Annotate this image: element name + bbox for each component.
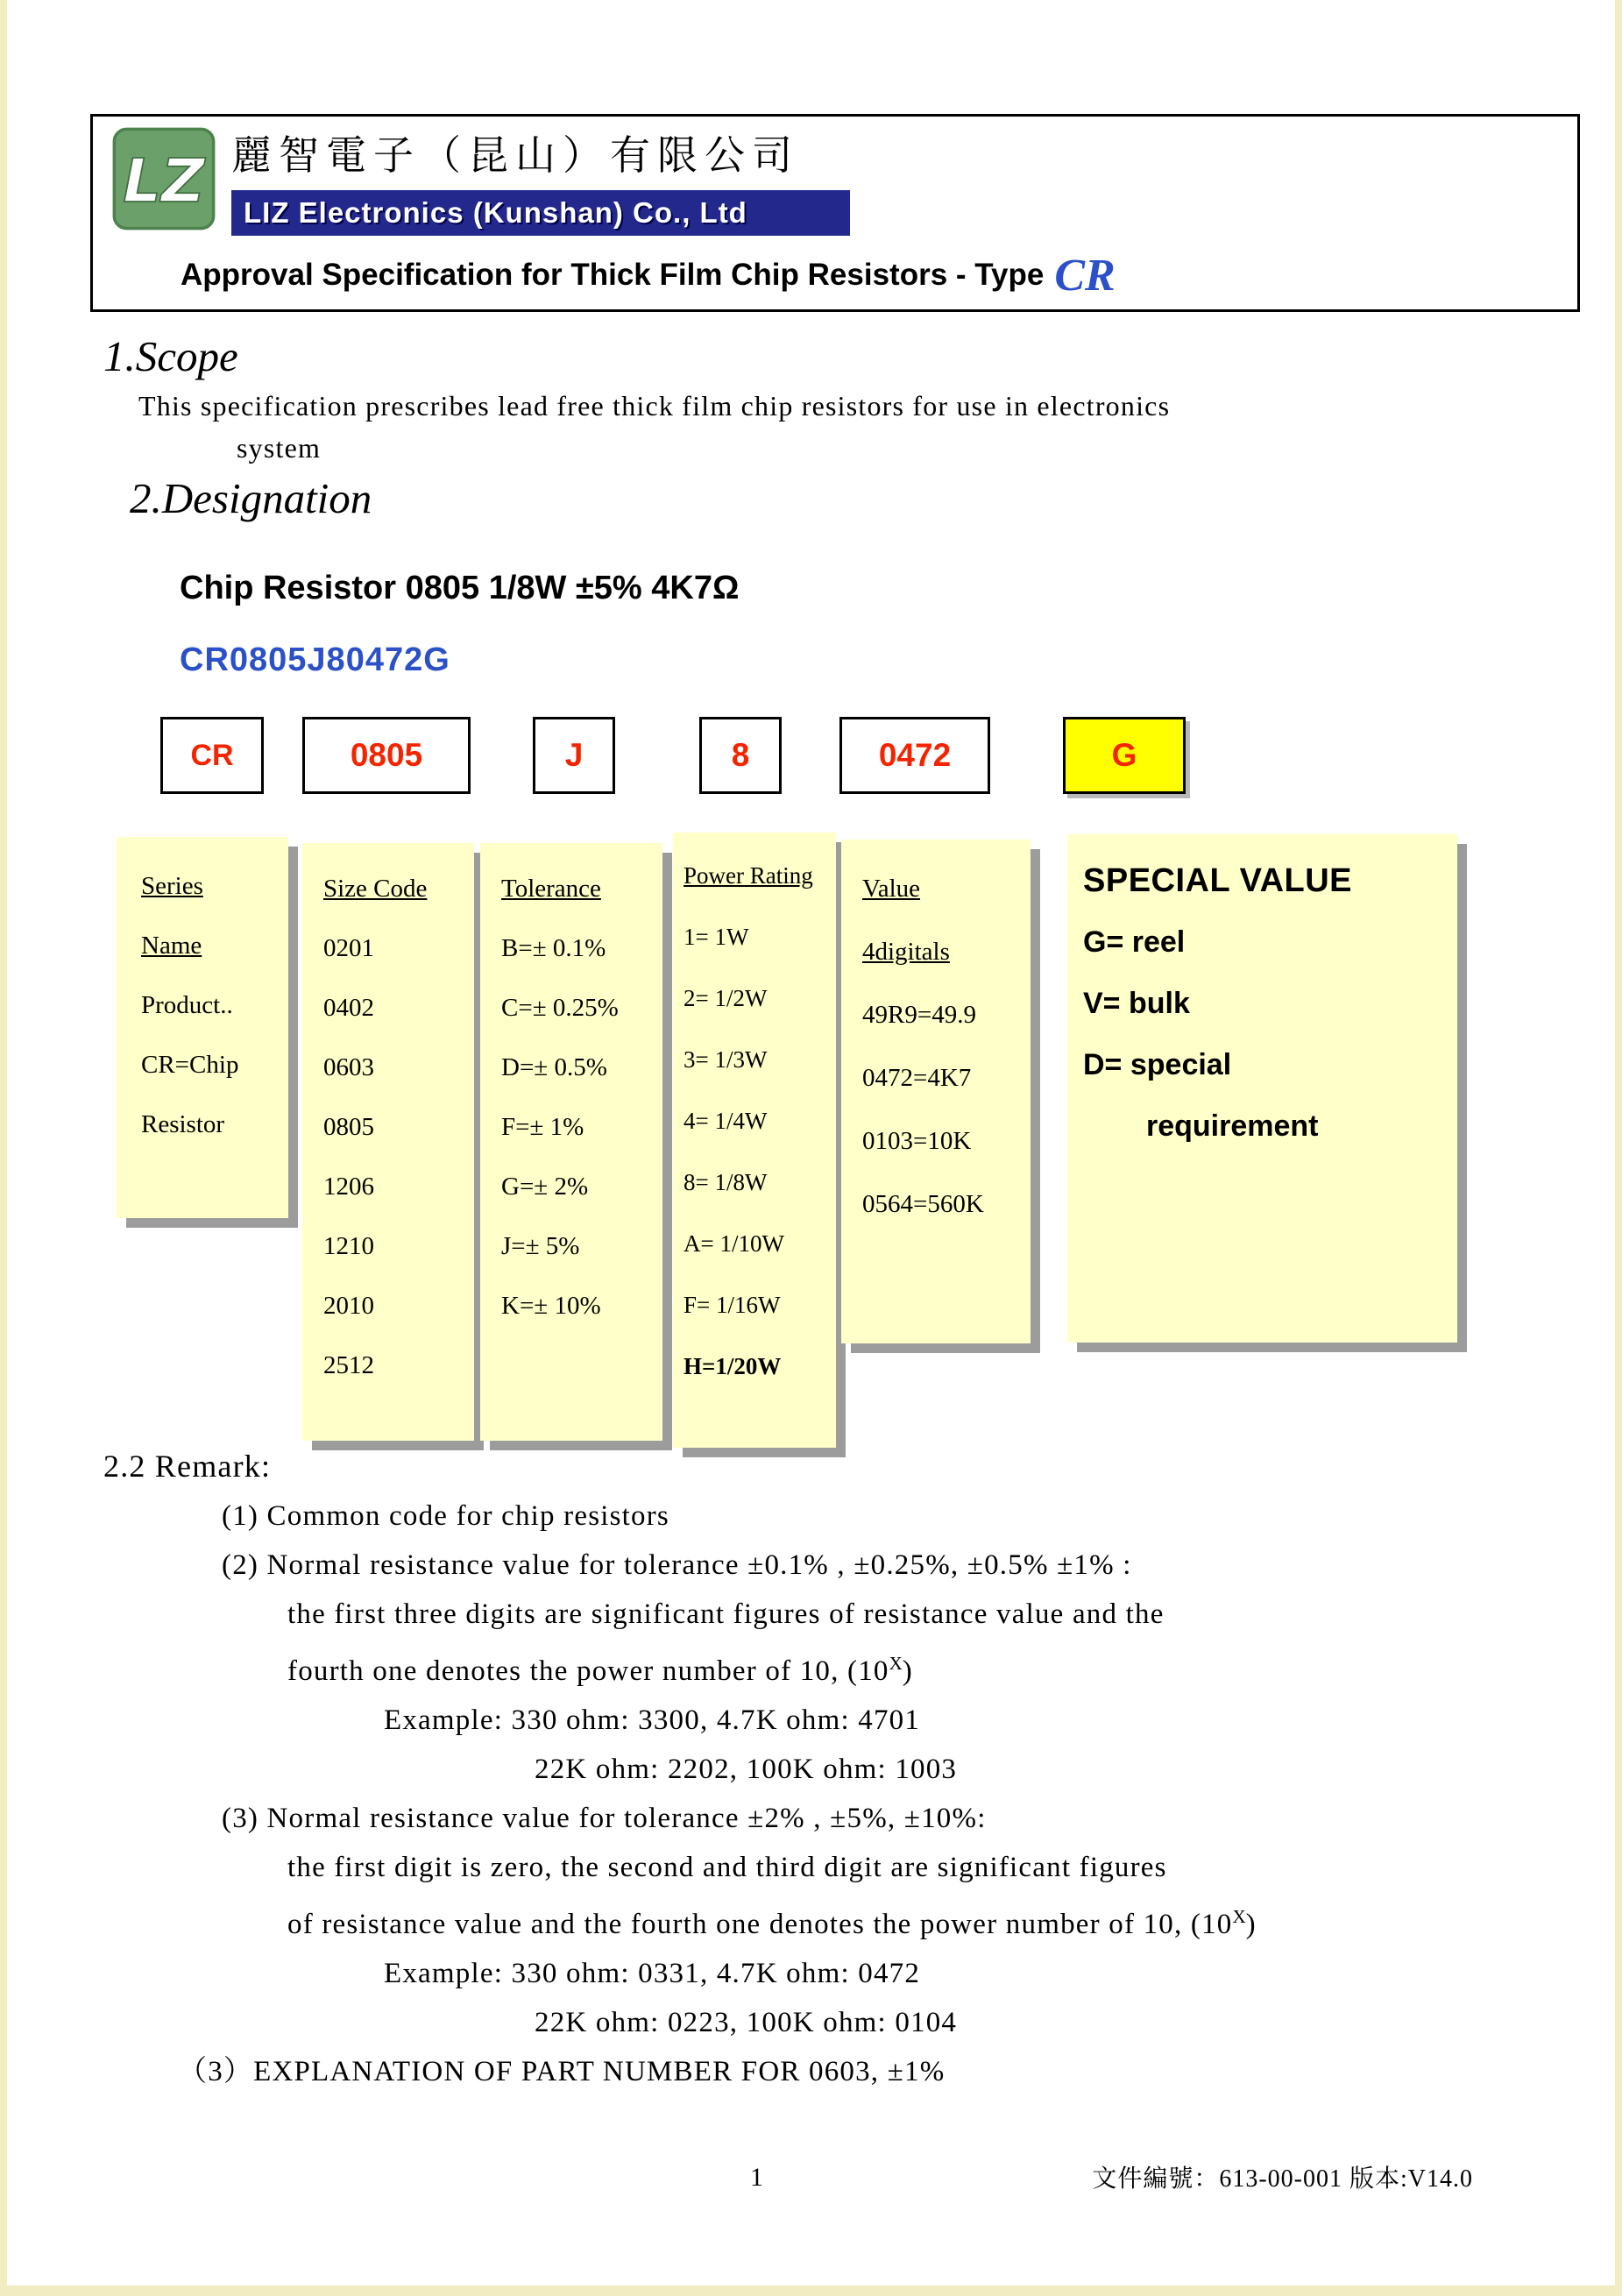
series-panel-line: Product.. [141,991,233,1019]
power-rating-line-bold: H=1/20W [684,1353,782,1379]
tolerance-panel-title: Tolerance [501,875,601,903]
power-rating-line: 3= 1/3W [684,1046,768,1073]
code-box-power-label: 8 [731,737,750,773]
power-rating-line: 2= 1/2W [684,985,768,1011]
company-name-english: LIZ Electronics (Kunshan) Co., Ltd [244,196,747,229]
special-value-title: SPECIAL VALUE [1083,862,1353,899]
remark-heading: 2.2 Remark: [103,1449,272,1484]
paren-close: ) [902,1655,913,1687]
power-rating-line: F= 1/16W [684,1292,781,1318]
tolerance-line: F=± 1% [501,1113,584,1141]
special-value-panel [1067,834,1457,1343]
remark-item-2-head: (2) Normal resistance value for tolerance ±0.1% , ±0.25%, ±0.5% ±1% : [222,1549,1132,1581]
company-name-banner [231,190,850,236]
tolerance-line: K=± 10% [501,1292,601,1320]
remark-item-2-example2: 22K ohm: 2202, 100K ohm: 1003 [535,1754,958,1785]
value-line: 49R9=49.9 [862,1001,976,1029]
remark-item-3-example2: 22K ohm: 0223, 100K ohm: 0104 [535,2007,958,2038]
power-rating-line: 1= 1W [684,924,749,950]
power-rating-line: 8= 1/8W [684,1169,768,1195]
logo-letters: LZ [123,145,205,216]
tolerance-line: J=± 5% [501,1232,580,1260]
code-box-series [160,717,264,794]
scope-body-line2: system [237,432,322,464]
power-rating-line: 4= 1/4W [684,1108,768,1134]
value-panel-subtitle: 4digitals [862,938,950,966]
tolerance-line: C=± 0.25% [501,994,619,1022]
size-code-panel [302,843,474,1441]
code-box-tolerance-label: J [564,737,584,773]
special-value-line: V= bulk [1083,987,1190,1020]
company-name-chinese: 麗智電子（昆山）有限公司 [231,133,799,178]
remark-item-2-cont2 [287,1639,1549,1696]
designation-heading: 2.Designation [130,474,372,522]
code-box-tolerance [533,717,615,794]
remark-item-4: （3）EXPLANATION OF PART NUMBER FOR 0603, ±1% [178,2056,946,2087]
code-box-packing [1063,717,1186,794]
code-box-packing-label: G [1111,737,1137,773]
header-box [90,114,1580,312]
remark-item-1: (1) Common code for chip resistors [222,1500,669,1532]
value-line: 0103=10K [862,1127,972,1155]
type-code: CR [1054,251,1116,301]
superscript-x: X [1232,1906,1246,1927]
paren-close: ) [1245,1909,1257,1940]
size-code-line: 2512 [323,1351,374,1379]
tolerance-panel [480,843,662,1441]
example-resistor-title: Chip Resistor 0805 1/8W ±5% 4K7Ω [180,570,740,606]
remark-item-2-cont1: the first three digits are significant figures of resistance value and the [287,1598,1165,1630]
code-box-value [839,717,990,794]
code-box-series-label: CR [190,738,234,772]
remark-item-3-example1: Example: 330 ohm: 0331, 4.7K ohm: 0472 [384,1958,921,1989]
superscript-x: X [889,1653,903,1674]
scope-body-line1: This specification prescribes lead free thick film chip resistors for use in electronics [138,390,1171,422]
series-panel-title-1: Series [141,872,203,900]
value-line: 0564=560K [862,1190,984,1218]
remark-section [103,1448,1549,2096]
size-code-line: 0805 [323,1113,374,1141]
power-rating-panel-title: Power Rating [684,862,813,889]
remark-text: fourth one denotes the power number of 10, (10 [287,1655,889,1687]
power-rating-line: A= 1/10W [684,1230,784,1257]
tolerance-line: G=± 2% [501,1173,589,1201]
remark-item-3-cont1: the first digit is zero, the second and third digit are significant figures [287,1852,1167,1883]
example-part-number: CR0805J80472G [180,641,450,678]
power-rating-panel [673,833,836,1448]
remark-item-3-cont2 [287,1892,1549,1949]
special-value-line: D= special [1083,1048,1232,1081]
tolerance-line: B=± 0.1% [501,934,606,962]
series-name-panel [117,837,288,1218]
company-logo-icon [112,127,216,230]
tolerance-line: D=± 0.5% [501,1053,607,1081]
scope-heading: 1.Scope [103,332,238,380]
special-value-line: G= reel [1083,925,1186,959]
size-code-line: 1210 [323,1232,374,1260]
size-code-line: 0402 [323,994,374,1022]
special-value-line-continuation: requirement [1146,1109,1319,1143]
page-number: 1 [750,2163,763,2192]
size-code-line: 0201 [323,934,374,962]
remark-item-3-head: (3) Normal resistance value for tolerance ±2% , ±5%, ±10%: [222,1803,987,1834]
document-title-text: Approval Specification for Thick Film Chip Resistors - Type [181,258,1045,292]
document-number: 文件編號：613-00-001 版本:V14.0 [1092,2165,1473,2193]
series-panel-line: Resistor [141,1110,225,1138]
code-box-size [302,717,471,794]
code-box-size-label: 0805 [350,737,423,773]
code-box-power [699,717,782,794]
size-code-panel-title: Size Code [323,875,428,903]
remark-item-2-example1: Example: 330 ohm: 3300, 4.7K ohm: 4701 [384,1704,921,1736]
code-box-value-label: 0472 [878,737,952,773]
value-panel [841,840,1031,1343]
size-code-line: 2010 [323,1292,374,1320]
series-panel-line: CR=Chip [141,1051,239,1079]
value-panel-title: Value [862,875,921,903]
document-title [181,250,1116,301]
remark-text: of resistance value and the fourth one denotes the power number of 10, (10 [287,1909,1233,1940]
size-code-line: 1206 [323,1173,374,1201]
series-panel-title-2: Name [141,932,202,960]
value-line: 0472=4K7 [862,1064,972,1092]
size-code-line: 0603 [323,1053,374,1081]
